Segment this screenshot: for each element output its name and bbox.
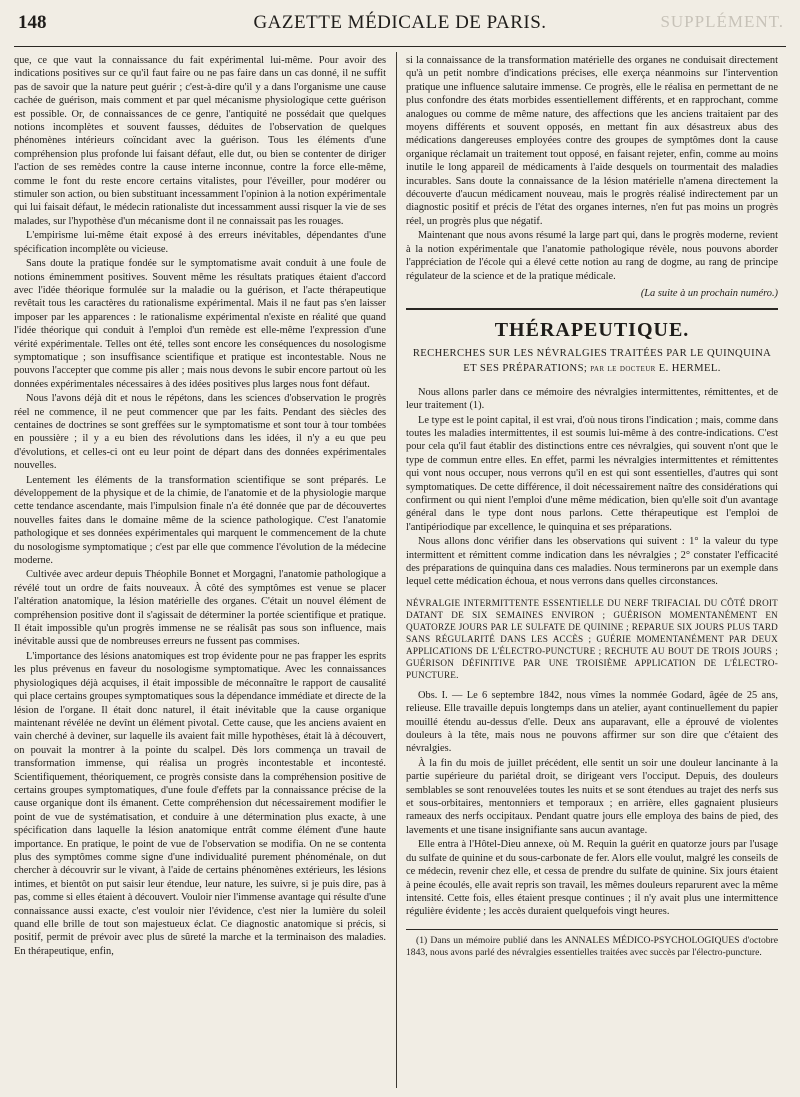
paragraph: À la fin du mois de juillet précédent, elle sentit un soir une douleur lancinante à la partie supérieure du pariétal droit, se dirigeant vers l'occiput. Depuis, des douleurs semblables se sont renouvelées toutes les nuits et se sont étendues au trajet des nerfs sus et sous-orbitaires, mentonniers et temporaux ; en arrière, elles gagnaient plusieurs rameaux des nerfs occipitaux. Pendant quatre jours elle employa des bains de pied, des lavements et une tisane insignifiante sans aucun avantage. bbox=[406, 757, 778, 836]
page-header bbox=[14, 6, 786, 47]
paragraph: si la connaissance de la transformation matérielle des organes ne conduisait directement qu'à un petit nombre d'indications précises, elle exerça néanmoins sur l'intervention pratique une influence salutaire immense. Ce progrès, elle le réalisa en permettant de ne plus confondre des états morbides essentiellement différents, et en rapprochant, comme analogues ou comme de même nature, des affections que les anciens traitaient par des moyens différents et souvent opposés, en mettant fin aux désastreux abus des médications dangereuses employées contre des groupes de symptômes dont la cause organique réclamait un traitement tout opposé, en faisant rejeter, enfin, comme au moins inutile le long appareil de médicaments à l'aide desquels on tourmentait des maladies incurables. Sans doute la connaissance de la lésion matérielle n'amena directement la découverte d'aucun médicament nouveau, mais le progrès réalisé indirectement par un diagnostic positif et précis de l'état des organes internes, n'en fut pas moins un progrès réel, un progrès plus que négatif. bbox=[406, 55, 778, 227]
footnote: (1) Dans un mémoire publié dans les ANNALES MÉDICO-PSYCHOLOGIQUES d'octobre 1843, nous avons parlé des névralgies essentielles traitées avec succès par l'électro-puncture. bbox=[406, 934, 778, 959]
section-title: THÉRAPEUTIQUE. bbox=[494, 319, 690, 342]
paragraph: Nous allons parler dans ce mémoire des névralgies intermittentes, rémittentes, et de leur traitement (1). bbox=[406, 386, 778, 412]
paragraph: Elle entra à l'Hôtel-Dieu annexe, où M. Requin la guérit en quatorze jours par l'usage du sulfate de quinine et du sous-carbonate de fer. Alors elle voulut, malgré les conseils de ce médecin, revenir chez elle, et cessa de prendre du sulfate de quinine. Six jours étaient à peine écoulés, elle avait repris son travail, les mêmes douleurs reparurent avec la même intensité. Cette fois, elles étaient presque continues ; il n'y avait plus une intermittence régulière évidente ; les accès duraient quelquefois vingt heures. bbox=[406, 839, 778, 918]
observation-heading: NÉVRALGIE INTERMITTENTE ESSENTIELLE DU NERF TRIFACIAL DU CÔTÉ DROIT DATANT DE SIX SEMAINES ENVIRON ; GUÉRISON MOMENTANÉMENT EN QUATORZE JOURS PAR LE SULFATE DE QUININE ; REPARUE SIX JOURS PLUS TARD SANS RÉGULARITÉ DANS LES ACCÈS ; GUÉRIE MOMENTANÉMENT PAR DEUX APPLICATIONS DE L'ÉLECTRO-PUNCTURE ; RECHUTE AU BOUT DE TROIS JOURS ; GUÉRISON DÉFINITIVE PAR UNE TROISIÈME APPLICATION DE L'ÉLECTRO-PUNCTURE. bbox=[406, 597, 778, 680]
article-title-line: RECHERCHES SUR LES NÉVRALGIES TRAITÉES PAR LE QUINQUINA bbox=[412, 347, 772, 359]
page bbox=[14, 6, 786, 1091]
right-column bbox=[406, 54, 778, 1084]
column-divider bbox=[396, 52, 397, 1088]
paragraph: Cultivée avec ardeur depuis Théophile Bonnet et Morgagni, l'anatomie pathologique a révélé tout un ordre de faits nouveaux. À côté des symptômes est venue se placer l'altération anatomique, la lésion matérielle des organes. C'était un nouvel élément de compréhension positive dont il s'agissait de déterminer la portée scientifique et pratique. Il était impossible qu'un progrès immense ne se réalisât pas sous son influence, mais inévitable aussi que de nombreuses erreurs ne fussent pas commises. bbox=[14, 569, 386, 648]
paragraph: Le type est le point capital, il est vrai, d'où nous tirons l'indication ; mais, comme dans toutes les maladies intermittentes, il est soumis lui-même à des contre-indications. C'est pour cela qu'il faut établir des distinctions entre ces névralgies, qui souvent n'ont que le type de commun entre elles. En effet, parmi les névralgies intermittentes et rémittentes qui vont nous occuper, nous verrons qu'il en est qui sont essentielles, d'autres qui sont symptomatiques. De cette différence, il doit nécessairement naître des considérations qui confirment ou qui nient l'emploi d'une même médication, bien qu'elle soit d'un avantage général dans le type dont nous parlons. Cette thérapeutique est l'emploi de l'antipériodique par excellence, le quinquina et ses préparations. bbox=[406, 414, 778, 533]
paragraph: Lentement les éléments de la transformation scientifique se sont préparés. Le développement de la physique et de la chimie, de l'anatomie et de la physiologie marque cette tendance ascendante, mais l'impulsion finale n'a été donnée que par de découvertes nouvelles faites dans le domaine même de la science pathologique. C'est l'anatomie pathologique et ses données expérimentales qui marquent le commencement de la chute du nosologisme symptomatique ; c'est par elle que commence l'évolution de la médecine moderne. bbox=[14, 474, 386, 567]
page-number: 148 bbox=[18, 12, 47, 33]
section-rule bbox=[406, 308, 778, 310]
continued-note: (La suite à un prochain numéro.) bbox=[640, 287, 778, 299]
paragraph: Maintenant que nous avons résumé la large part qui, dans le progrès moderne, revient à la notion expérimentale que l'anatomie pathologique révèle, nous pouvons aborder l'appréciation de l'école qui a élevé cette notion au rang de dogme, au rang de principe régulateur de la science et de la pratique médicale. bbox=[406, 230, 778, 282]
paragraph: Sans doute la pratique fondée sur le symptomatisme avait conduit à une foule de notions éminemment positives. Souvent même les résultats pratiques étaient d'accord avec l'idée théorique formulée sur la maladie ou la guérison, et l'acte thérapeutique revêtait tous les caractères du rationalisme expérimental. Mais il ne faut pas s'en laisser imposer par les apparences : le rationalisme expérimental n'existe en réalité que quand l'idée théorique qui conduit à l'emploi d'un remède est elle-même l'expression d'une vérité expérimentale. Telles ont été, telles sont encore les conséquences du nosologisme symptomatique ; son insuffisance scientifique et pratique est incontestable. Nous ne pouvons l'accepter que comme pis aller ; mais nous devons le subir encore partout où les données expérimentales nécessaires à des idées positives plus larges nous font défaut. bbox=[14, 258, 386, 390]
paragraph: L'importance des lésions anatomiques est trop évidente pour ne pas frapper les esprits les plus prévenus en faveur du nosologisme symptomatique. Avec les connaissances physiologiques déjà acquises, il était impossible de méconnaître le rapport de causalité qui place certains groupes symptomatiques sous la dépendance immédiate et directe de la lésion de l'organe. Il était donc naturel, il était inévitable que la cause organique maintenant révélée ne devînt un élément pivotal. Cette cause, que les anciens avaient en vain cherché à deviner, sur laquelle ils avaient fait mille hypothèses, était là à découvert, on pouvait la montrer à la pointe du scalpel. Dès lors commença un travail de transformation immense, qui réalisa un progrès incontestable et incontesté. Scientifiquement, théoriquement, ce progrès consiste dans la compréhension positive de certains groupes symptomatiques, d'une foule d'effets par la connaissance précise de la cause organique dont ils émanent. Cette compréhension dut nécessairement modifier le point de vue de systématisation, et conduire à une détermination plus exacte, à une spécification dans laquelle la lésion anatomique entrât comme élément d'une haute importance. En pratique, le point de vue de l'observation se modifia. On ne se contenta plus des symptômes comme signe d'une individualité purement phénoménale, on dut chercher à découvrir sur le vivant, à l'aide de certains phénomènes extérieurs, les lésions intimes, et bientôt on put saisir leur étendue, leur nature, les suivre, si je puis dire, pas à pas, comme si elles étaient à découvert. Vouloir nier l'immense avantage qui résulte d'une connaissance aussi exacte, c'est vouloir nier l'évidence, c'est nier la lumière du soleil quand elle brille de tout son majestueux éclat. Ce diagnostic anatomique si précis, si positif, permit de prévoir avec plus de sûreté la marche et la terminaison des maladies. En thérapeutique, enfin, bbox=[14, 650, 386, 957]
article-title bbox=[406, 346, 778, 376]
footnote-rule bbox=[406, 929, 778, 930]
paragraph: que, ce que vaut la connaissance du fait expérimental lui-même. Pour avoir des indications positives sur ce qu'il faut faire ou ne pas faire dans un cas donné, il ne suffit pas de savoir que la nature peut guérir ; c'est-à-dire qu'il y a dans l'organisme une cause cachée de guérison, mais comment et par quel mécanisme physiologique cette guérison est possible. Or, de connaissances de ce genre, l'antiquité ne possédait que quelques notions incomplètes et souvent fausses, déduites de l'observation de quelques phénomènes intérieurs coïncidant avec la guérison. Tous les éléments d'une compréhension plus profonde lui faisant défaut, elle dut, ou bien se contenter de diriger l'action de ses remèdes contre la cause interne inconnue, contre la force elle-même, comme le font du reste encore certains vitalistes, pour l'éveiller, pour modérer ou stimuler son action, ou bien substituant incessamment l'opinion à la notion expérimentale qui lui faisait défaut, le médecin rationaliste dut incessamment aussi risquer la vie de ses malades, sur l'hypothèse d'un mécanisme dont il ne connaissait pas les rouages. bbox=[14, 55, 386, 227]
supplement-label: SUPPLÉMENT. bbox=[660, 12, 784, 31]
paragraph: L'empirisme lui-même était exposé à des erreurs inévitables, dépendantes d'une spécification incomplète ou vicieuse. bbox=[14, 230, 386, 255]
paragraph: Obs. I. — Le 6 septembre 1842, nous vîmes la nommée Godard, âgée de 25 ans, relieuse. Elle travaille depuis longtemps dans un atelier, ayant continuellement du papier mouillé étendu au-dessus d'elle. Deux ans auparavant, elle a éprouvé de violentes douleurs à la tête, mais nous ne pouvons affirmer sur son dire que c'étaient des névralgies. bbox=[406, 689, 778, 755]
paragraph: Nous allons donc vérifier dans les observations qui suivent : 1° la valeur du type intermittent et rémittent comme indication dans les névralgies ; 2° constater l'efficacité des préparations de quinquina dans ces maladies. Nous terminerons par un exemple dans lequel cette médication échoua, et nous verrons dans quelles circonstances. bbox=[406, 536, 778, 588]
left-column bbox=[14, 54, 386, 1084]
paragraph: Nous l'avons déjà dit et nous le répétons, dans les sciences d'observation le progrès réel ne commence, il ne peut commencer que par les faits. Pendant des siècles des centaines de doctrines se sont greffées sur le symptomatisme et sont tour à tour tombées en poussière ; il y a eu bien des révolutions dans les idées, il n'y a eu que peu d'évolutions, et celles-ci ont eu leur point de départ dans des données expérimentales nouvelles. bbox=[14, 393, 386, 472]
article-title-line: ET SES PRÉPARATIONS; par le docteur E. HERMEL. bbox=[463, 362, 721, 374]
journal-title: GAZETTE MÉDICALE DE PARIS. bbox=[253, 12, 547, 33]
